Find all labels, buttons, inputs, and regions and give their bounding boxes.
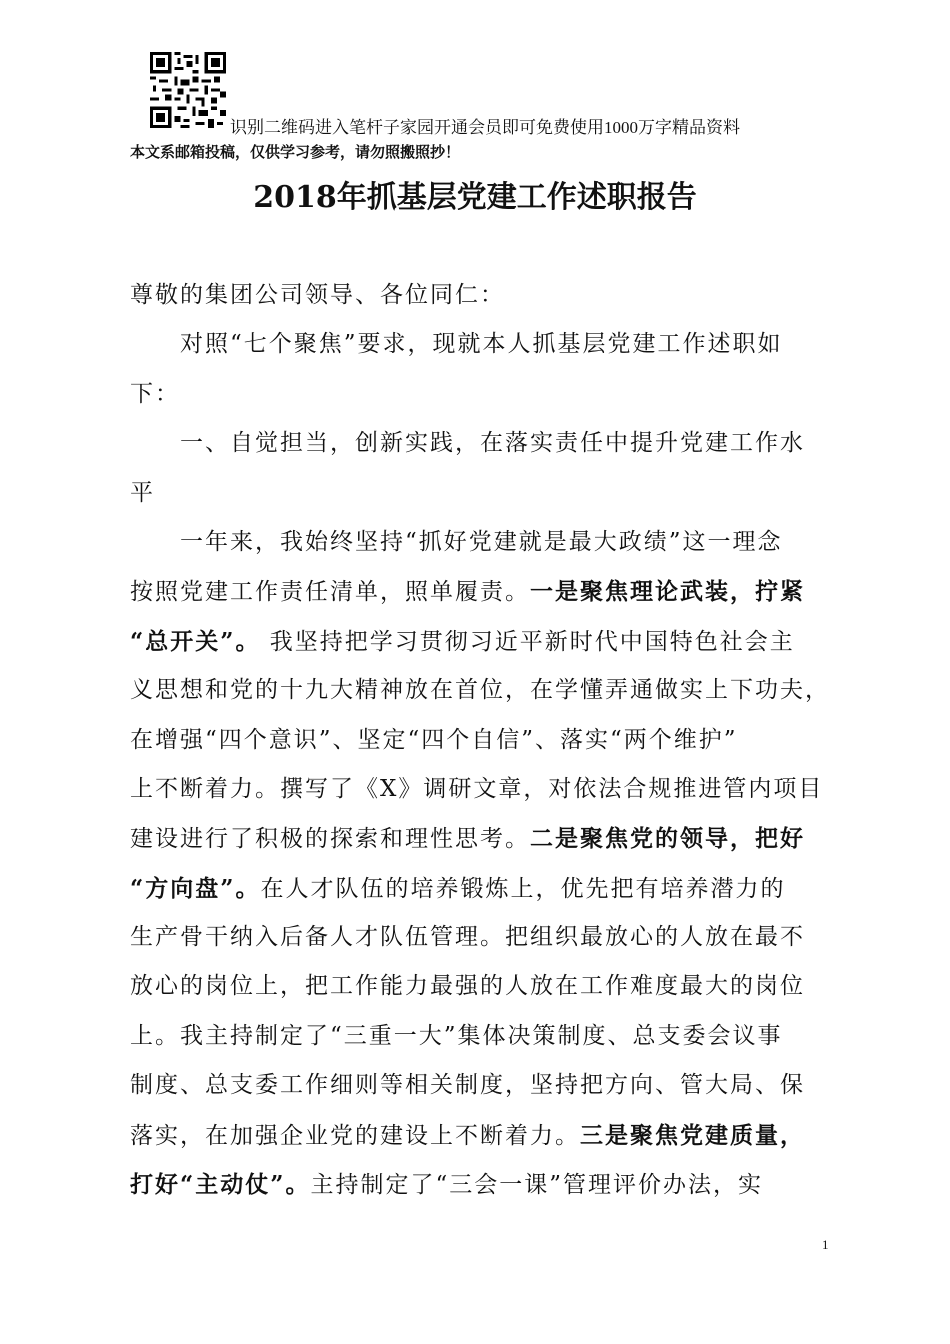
section-heading: 平 <box>130 479 155 506</box>
paragraph-line: 上。我主持制定了“三重一大”集体决策制度、总支委会议事 <box>130 1022 783 1049</box>
bold-phrase: 三是聚焦党建质量， <box>580 1121 805 1149</box>
paragraph-line: 制度、总支委工作细则等相关制度，坚持把方向、管大局、保 <box>130 1072 805 1099</box>
bold-phrase: 打好“主动仗”。 <box>130 1171 311 1199</box>
text-run: 建设进行了积极的探索和理性思考。 <box>130 826 530 853</box>
bold-phrase: 一是聚焦理论武装，拧紧 <box>530 578 805 606</box>
greeting: 尊敬的集团公司领导、各位同仁： <box>130 282 505 308</box>
section-heading: 一、自觉担当，创新实践，在落实责任中提升党建工作水 <box>180 430 805 457</box>
paragraph-line <box>130 1160 830 1209</box>
paragraph-line <box>130 1111 830 1160</box>
paragraph-line: 一年来，我始终坚持“抓好党建就是最大政绩”这一理念 <box>180 528 783 555</box>
paragraph-line: 下： <box>130 380 180 407</box>
text-run: 我坚持把学习贯彻习近平新时代中国特色社会主 <box>260 628 795 655</box>
bold-phrase: “总开关”。 <box>130 627 261 655</box>
document-title: 2018年抓基层党建工作述职报告 <box>253 180 697 215</box>
paragraph-line <box>130 864 830 913</box>
bold-phrase: 二是聚焦党的领导，把好 <box>530 825 805 853</box>
paragraph-line: 生产骨干纳入后备人才队伍管理。把组织最放心的人放在最不 <box>130 924 805 951</box>
text-run: 落实，在加强企业党的建设上不断着力。 <box>130 1122 580 1149</box>
paragraph-line: 义思想和党的十九大精神放在首位，在学懂弄通做实上下功夫， <box>130 677 830 704</box>
paragraph-line: 放心的岗位上，把工作能力最强的人放在工作难度最大的岗位 <box>130 973 805 1000</box>
disclaimer-text: 本文系邮箱投稿，仅供学习参考，请勿照搬照抄！ <box>130 143 461 161</box>
bold-phrase: “方向盘”。 <box>130 874 261 902</box>
paragraph-line <box>130 617 830 666</box>
paragraph-line <box>130 567 830 616</box>
paragraph-line: 在增强“四个意识”、坚定“四个自信”、落实“两个维护” <box>130 726 738 753</box>
paragraph-line: 上不断着力。撰写了《X》调研文章，对依法合规推进管内项目 <box>130 775 824 802</box>
text-run: 主持制定了“三会一课”管理评价办法，实 <box>310 1172 763 1199</box>
promo-text: 识别二维码进入笔杆子家园开通会员即可免费使用1000万字精品资料 <box>230 118 740 137</box>
text-run: 按照党建工作责任清单，照单履责。 <box>130 579 530 606</box>
text-run: 在人才队伍的培养锻炼上，优先把有培养潜力的 <box>260 875 786 902</box>
qr-code-icon <box>150 52 226 128</box>
paragraph-line: 对照“七个聚焦”要求，现就本人抓基层党建工作述职如 <box>180 331 783 358</box>
document-body <box>130 271 830 1209</box>
page-number: 1 <box>822 1237 829 1252</box>
paragraph-line <box>130 814 830 863</box>
